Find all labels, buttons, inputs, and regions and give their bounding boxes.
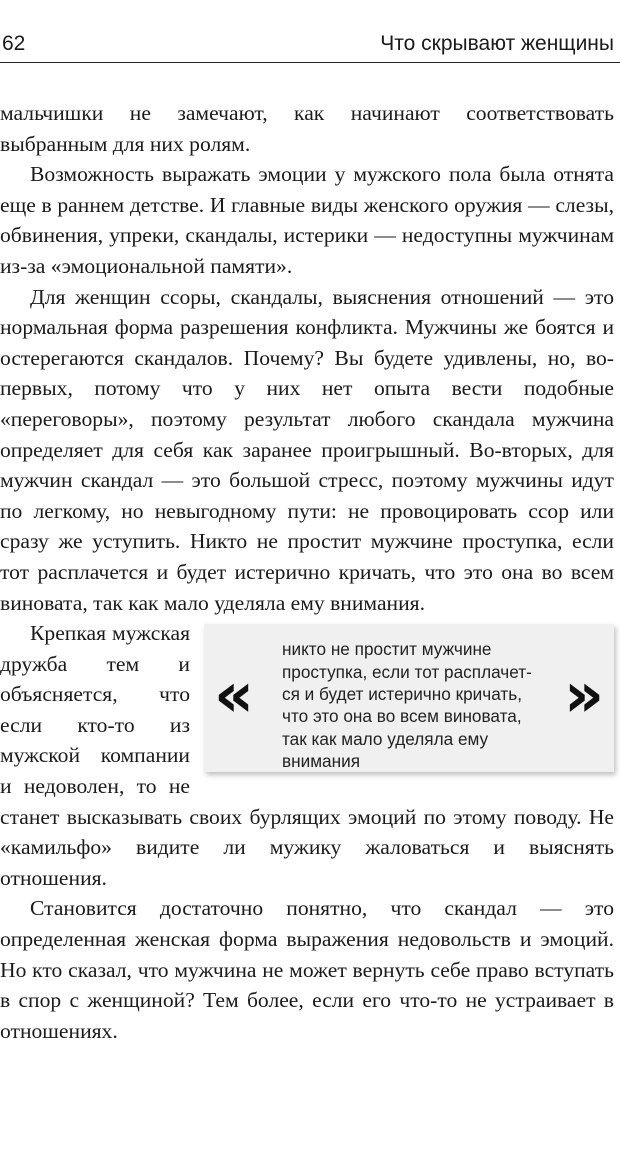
paragraph-2: Возможность выражать эмоции у мужского пола была отнята еще в раннем детстве. И главные виды женского оружия — слезы, обвинения, упреки, скандалы, истерики — недоступны мужчинам из-за «эмоциональной памяти». bbox=[0, 162, 614, 278]
body-text bbox=[0, 98, 614, 1046]
paragraph-5: Становится достаточно понятно, что скандал — это определенная женская форма выражения недовольств и эмоций. Но кто сказал, что мужчина не может вернуть себе право вступать в спор с женщиной? Тем более, если его что-то не устраивает в отношениях. bbox=[0, 896, 614, 1043]
pull-quote-line: так как мало уделяла ему bbox=[282, 728, 489, 749]
pull-quote bbox=[204, 624, 614, 772]
pull-quote-line: что это она во всем виновата, bbox=[282, 706, 522, 727]
paragraph-4: Крепкая мужская дружба тем и объясняется, что если кто-то из мужской компании и недоволен, то не станет высказывать своих бурлящих эмоций по этому поводу. Не «камильфо» видите ли мужику жаловаться и выяснять отношения. bbox=[0, 621, 614, 890]
pull-quote-line: внимания bbox=[282, 751, 360, 772]
running-title: Что скрывают женщины bbox=[380, 32, 614, 55]
page-number: 62 bbox=[2, 32, 26, 55]
page-header bbox=[0, 28, 620, 63]
pull-quote-text bbox=[282, 638, 546, 772]
close-quote-icon: » bbox=[563, 658, 604, 732]
pull-quote-line: ся и будет истерично кричать, bbox=[282, 683, 522, 704]
pull-quote-line: проступка, если тот расплачет- bbox=[282, 661, 532, 682]
paragraph-3: Для женщин ссоры, скандалы, выяснения отношений — это нормальная форма разрешения конфликта. Мужчины же боятся и остерегаются скандалов. Почему? Вы будете удивлены, но, во-первых, потому что у них нет опыта вести подобные «переговоры», поэтому результат любого скандала мужчина определяет для себя как заранее проигрышный. Во-вторых, для мужчин скандал — это большой стресс, поэтому мужчины идут по легкому, но невыгодному пути: не провоцировать ссор или сразу же уступить. Никто не простит мужчине проступка, если тот расплачется и будет истерично кричать, что это она во всем виновата, так как мало уделяла ему внимания. bbox=[0, 284, 614, 615]
open-quote-icon: « bbox=[214, 658, 255, 732]
pull-quote-line: никто не простит мужчине bbox=[282, 639, 492, 660]
paragraph-1: мальчишки не замечают, как начинают соответствовать выбранным для них ролям. bbox=[0, 101, 614, 156]
